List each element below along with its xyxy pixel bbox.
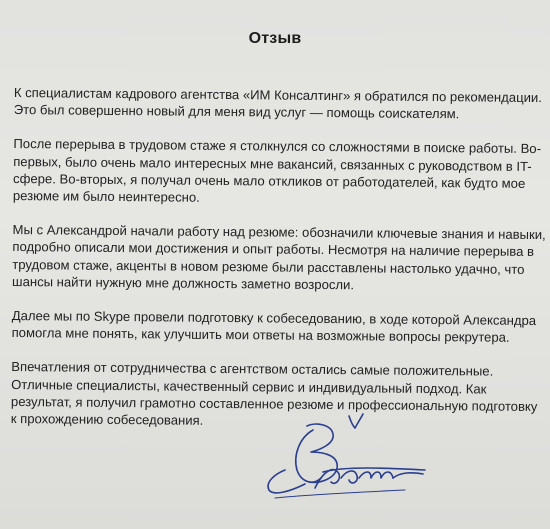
paragraph-1 [14, 84, 550, 124]
text-line: помогла мне понять, как улучшить мои ответы на возможные вопросы рекрутера. [11, 325, 510, 346]
paragraph-2 [13, 135, 550, 209]
text-line: к прохождению собеседования. [10, 411, 204, 428]
text-line: первых, было очень мало интересных мне вакансий, связанных с руководством в IT- [13, 153, 532, 174]
text-line: резюме им было неинтересно. [12, 188, 200, 205]
text-line: подробно описали мои достижения и опыт работы. Несмотря на наличие перерыва в [12, 239, 535, 260]
text-line: сфере. Во-вторых, я получал очень мало откликов от работодателей, как будто мое [13, 170, 526, 191]
document-body [11, 84, 550, 449]
text-line: трудовом стаже, акценты в новом резюме были расставлены настолько удачно, что [12, 256, 525, 277]
text-line: Далее мы по Skype провели подготовку к собеседованию, в ходе которой Александра [11, 308, 537, 329]
paragraph-4 [12, 307, 550, 347]
document-title: Отзыв [248, 30, 302, 47]
text-line: результат, я получил грамотно составленное резюме и профессиональную подготовку [10, 393, 538, 414]
text-line: Отличные специалисты, качественный сервис и индивидуальный подход. Как [11, 376, 487, 397]
text-line: Мы с Александрой начали работу над резюме: обозначили ключевые знания и навыки, [12, 222, 546, 243]
handwritten-signature-icon [255, 408, 430, 508]
text-line: шансы найти нужную мне должность заметно возросли. [12, 273, 355, 293]
text-line: Это был совершенно новый для меня вид услуг — помощь соискателям. [13, 102, 460, 122]
paragraph-3 [12, 221, 550, 295]
text-line: После перерыва в трудовом стаже я столкнулся со сложностями в поиске работы. Во- [13, 136, 542, 157]
text-line: К специалистам кадрового агентства «ИМ Консалтинг» я обратился по рекомендации. [13, 84, 542, 106]
text-line: Впечатления от сотрудничества с агентством остались самые положительные. [11, 359, 494, 380]
